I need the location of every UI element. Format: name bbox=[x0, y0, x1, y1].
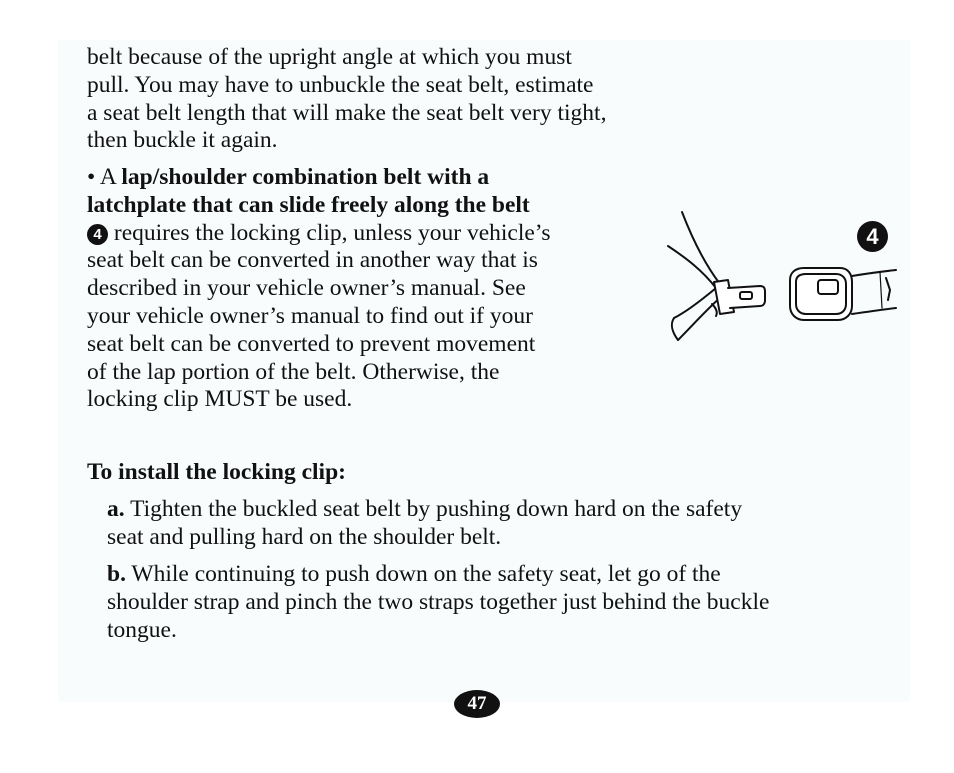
step-label: b. bbox=[107, 561, 126, 587]
bullet-line: of the lap portion of the belt. Otherwise, the bbox=[87, 358, 500, 385]
step-label: a. bbox=[107, 496, 125, 522]
step-b bbox=[107, 561, 867, 644]
intro-line: pull. You may have to unbuckle the seat belt, estimate bbox=[87, 71, 594, 98]
bullet-bold-text: latchplate that can slide freely along the belt bbox=[87, 191, 530, 218]
bullet-line bbox=[87, 164, 647, 192]
bullet-line: described in your vehicle owner’s manual. See bbox=[87, 275, 526, 302]
intro-paragraph bbox=[87, 44, 707, 155]
intro-line: then buckle it again. bbox=[87, 127, 278, 154]
bullet-marker: • bbox=[87, 164, 96, 190]
intro-line: a seat belt length that will make the seat belt very tight, bbox=[87, 99, 607, 126]
step-line: seat and pulling hard on the shoulder belt. bbox=[107, 523, 502, 550]
bullet-paragraph bbox=[87, 164, 647, 414]
figure-ref-badge: 4 bbox=[87, 224, 108, 245]
step-line bbox=[107, 496, 867, 524]
seat-belt-latchplate-icon bbox=[668, 212, 765, 340]
bullet-line bbox=[87, 220, 647, 248]
step-line: shoulder strap and pinch the two straps together just behind the buckle bbox=[107, 588, 770, 615]
bullet-bold-text: lap/shoulder combination belt with a bbox=[121, 164, 490, 190]
step-text: While continuing to push down on the safety seat, let go of the bbox=[131, 561, 721, 587]
step-a bbox=[107, 496, 867, 552]
bullet-line: seat belt can be converted to prevent movement bbox=[87, 330, 536, 357]
bullet-line: seat belt can be converted in another way that is bbox=[87, 247, 538, 274]
bullet-lead: A bbox=[99, 164, 116, 190]
bullet-text: requires the locking clip, unless your vehicle’s bbox=[113, 219, 551, 246]
step-line bbox=[107, 561, 867, 589]
section-heading: To install the locking clip: bbox=[87, 459, 346, 485]
intro-line: belt because of the upright angle at which you must bbox=[87, 44, 572, 70]
figure-number-badge: 4 bbox=[857, 221, 888, 252]
bullet-line: locking clip MUST be used. bbox=[87, 386, 353, 413]
seat-belt-buckle-icon bbox=[790, 268, 896, 320]
step-text: Tighten the buckled seat belt by pushing down hard on the safety bbox=[130, 496, 743, 522]
step-line: tongue. bbox=[107, 616, 177, 643]
page-number-badge: 47 bbox=[454, 690, 500, 718]
bullet-line: your vehicle owner’s manual to find out if your bbox=[87, 302, 533, 329]
